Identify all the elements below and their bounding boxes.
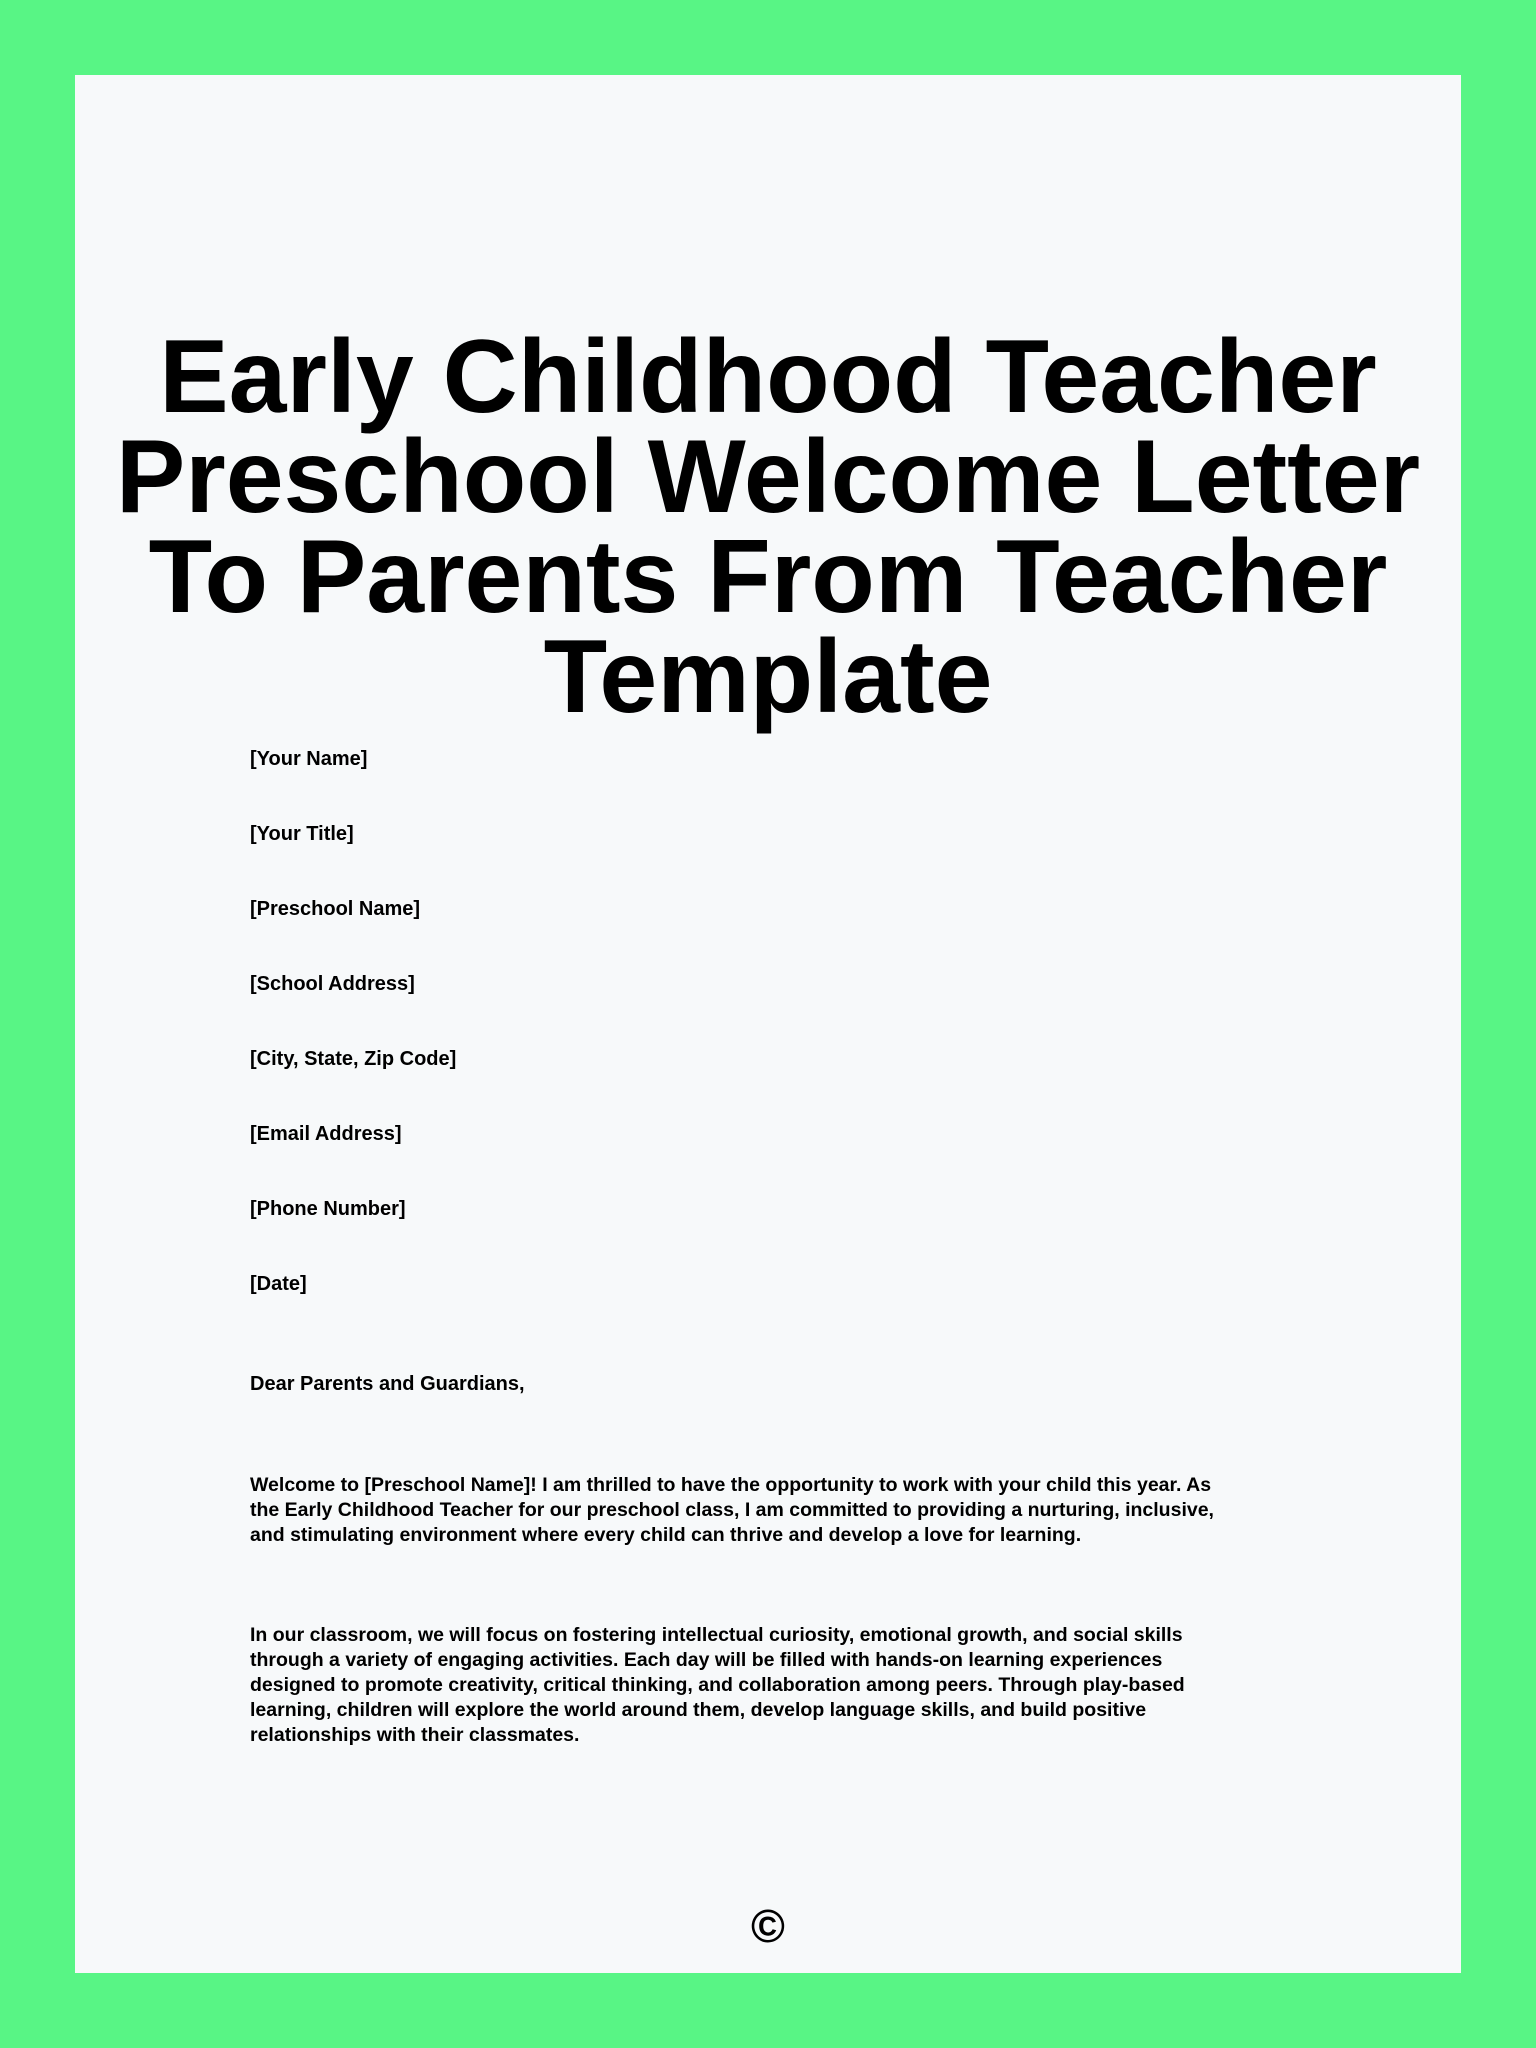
sender-title: [Your Title] bbox=[250, 823, 354, 845]
sender-name: [Your Name] bbox=[250, 748, 368, 770]
letter-page bbox=[75, 75, 1461, 1973]
copyright-icon: © bbox=[751, 1900, 785, 1952]
document-title bbox=[75, 319, 1461, 735]
sender-preschool: [Preschool Name] bbox=[250, 898, 421, 920]
title-line: To Parents From Teacher bbox=[148, 519, 1388, 635]
sender-address: [School Address] bbox=[250, 973, 415, 995]
sender-email: [Email Address] bbox=[250, 1123, 402, 1145]
sender-city-state-zip: [City, State, Zip Code] bbox=[250, 1048, 457, 1070]
letter-date: [Date] bbox=[250, 1273, 307, 1295]
sender-phone: [Phone Number] bbox=[250, 1198, 406, 1220]
salutation: Dear Parents and Guardians, bbox=[250, 1373, 525, 1395]
body-paragraph-2 bbox=[250, 1623, 1290, 1748]
paragraph-line: the Early Childhood Teacher for our preschool class, I am committed to providing a nurturing, inclusive, bbox=[250, 1499, 1214, 1521]
paragraph-line: through a variety of engaging activities. Each day will be filled with hands-on learning experiences bbox=[250, 1649, 1163, 1671]
paragraph-line: Welcome to [Preschool Name]! I am thrilled to have the opportunity to work with your child this year. As bbox=[250, 1474, 1212, 1496]
paragraph-line: relationships with their classmates. bbox=[250, 1724, 580, 1746]
paragraph-line: In our classroom, we will focus on fostering intellectual curiosity, emotional growth, and social skills bbox=[250, 1624, 1183, 1646]
paragraph-line: learning, children will explore the world around them, develop language skills, and build positive bbox=[250, 1699, 1147, 1721]
title-line: Early Childhood Teacher bbox=[159, 319, 1377, 435]
body-paragraph-1 bbox=[250, 1473, 1290, 1548]
title-line: Template bbox=[543, 619, 993, 735]
title-line: Preschool Welcome Letter bbox=[115, 419, 1421, 535]
paragraph-line: designed to promote creativity, critical thinking, and collaboration among peers. Through play-based bbox=[250, 1674, 1185, 1696]
paragraph-line: and stimulating environment where every child can thrive and develop a love for learning. bbox=[250, 1524, 1082, 1546]
